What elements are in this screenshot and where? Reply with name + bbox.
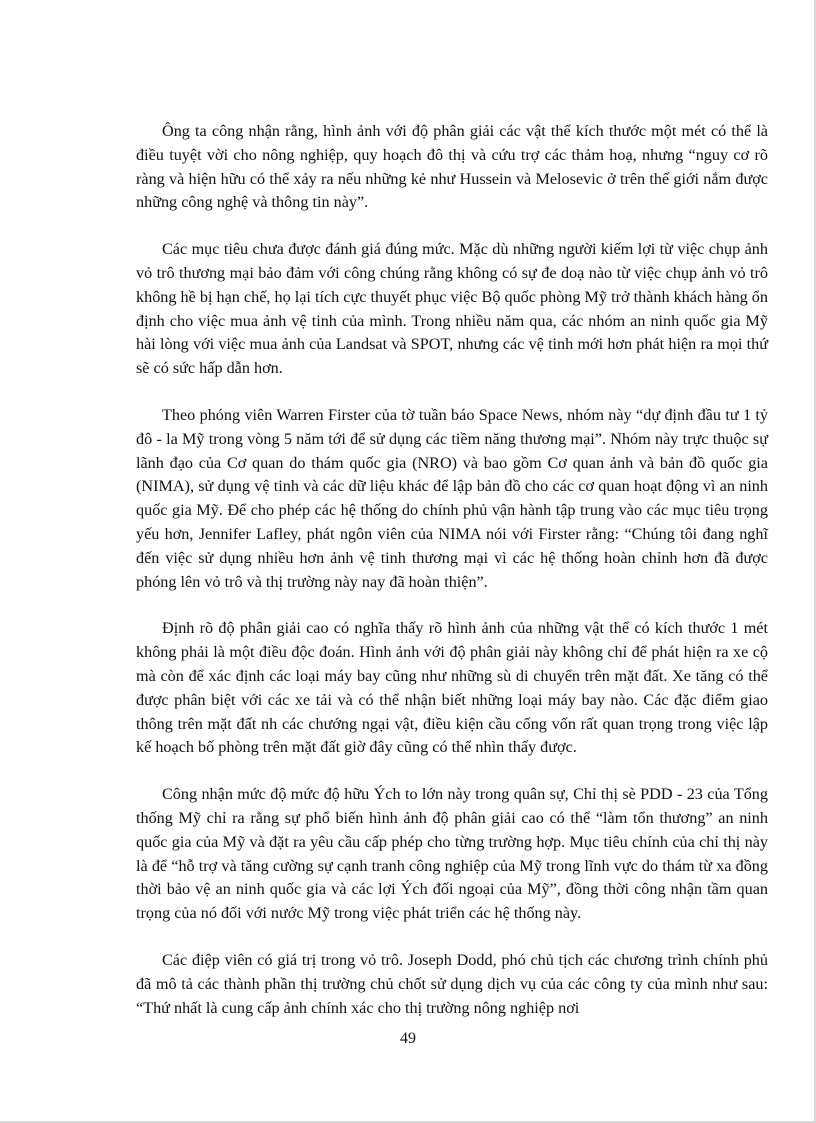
paragraph-6: Các điệp viên có giá trị trong vỏ trô. Joseph Dodd, phó chủ tịch các chương trình chính phủ đã mô tả các thành phần thị trường chủ chốt sử dụng dịch vụ của các công ty của mình như sau: “Thứ nhất là cung cấp ảnh chính xác cho thị trường nông nghiệp nơi [136,950,768,1017]
paragraph-5: Công nhận mức độ mức độ hữu Ých to lớn này trong quân sự, Chỉ thị sè PDD - 23 của Tổng thống Mỹ chỉ ra rằng sự phổ biến hình ảnh độ phân giải cao có thể “làm tổn thương” an ninh quốc gia của Mỹ và đặt ra yêu cầu cấp phép cho từng trường hợp. Mục tiêu chính của chỉ thị này là để “hỗ trợ và tăng cường sự cạnh tranh công nghiệp của Mỹ trong lĩnh vực do thám từ xa đồng thời bảo vệ an ninh quốc gia và các lợi Ých đối ngoại của Mỹ”, đồng thời công nhận tầm quan trọng của nó đối với nước Mỹ trong việc phát triển các hệ thống này. [136,785,768,923]
page-number: 49 [400,1030,416,1047]
paragraph-4: Định rõ độ phân giải cao có nghĩa thấy rõ hình ảnh của những vật thể có kích thước 1 mét không phải là một điều độc đoán. Hình ảnh với độ phân giải này không chỉ để phát hiện ra xe cộ mà còn để xác định các loại máy bay cũng như những sù di chuyển trên mặt đất. Xe tăng có thể được phân biệt với các xe tải và có thể nhận biết những loại máy bay nào. Các đặc điểm giao thông trên mặt đất nh các chướng ngại vật, điều kiện cầu cống vốn rất quan trọng trong việc lập kế hoạch bố phòng trên mặt đất giờ đây cũng có thể nhìn thấy được. [136,619,768,757]
paragraph-1: Ông ta công nhận rằng, hình ảnh với độ phân giải các vật thể kích thước một mét có thể là điều tuyệt vời cho nông nghiệp, quy hoạch đô thị và cứu trợ các thảm hoạ, nhưng “nguy cơ rõ ràng và hiện hữu có thể xảy ra nếu những kẻ như Hussein và Melosevic ở trên thế giới nắm được những công nghệ và thông tin này”. [136,122,768,212]
paragraph-3: Theo phóng viên Warren Firster của tờ tuần báo Space News, nhóm này “dự định đầu tư 1 tỷ đô - la Mỹ trong vòng 5 năm tới để sử dụng các tiềm năng thương mại”. Nhóm này trực thuộc sự lãnh đạo của Cơ quan do thám quốc gia (NRO) và bao gồm Cơ quan ảnh và bản đồ quốc gia (NIMA), sử dụng vệ tinh và các dữ liệu khác để lập bản đồ cho các cơ quan hoạt động vì an ninh quốc gia Mỹ. Để cho phép các hệ thống do chính phủ vận hành tập trung vào các mục tiêu trọng yếu hơn, Jennifer Lafley, phát ngôn viên của NIMA nói với Firster rằng: “Chúng tôi đang nghĩ đến việc sử dụng nhiều hơn ảnh vệ tinh thương mại vì các hệ thống hoàn chỉnh hơn đã được phóng lên vỏ trô và thị trường này nay đã hoàn thiện”. [136,405,768,591]
body-text [136,120,768,1043]
paragraph-2: Các mục tiêu chưa được đánh giá đúng mức. Mặc dù những người kiếm lợi từ việc chụp ảnh vỏ trô thương mại bảo đảm với công chúng rằng không có sự đe doạ nào từ việc chụp ảnh vỏ trô không hề bị hạn chế, họ lại tích cực thuyết phục việc Bộ quốc phòng Mỹ trở thành khách hàng ổn định cho việc mua ảnh vệ tinh của mình. Trong nhiều năm qua, các nhóm an ninh quốc gia Mỹ hài lòng với việc mua ảnh của Landsat và SPOT, nhưng các vệ tinh mới hơn phát hiện ra mọi thứ sẽ có sức hấp dẫn hơn. [136,240,768,378]
